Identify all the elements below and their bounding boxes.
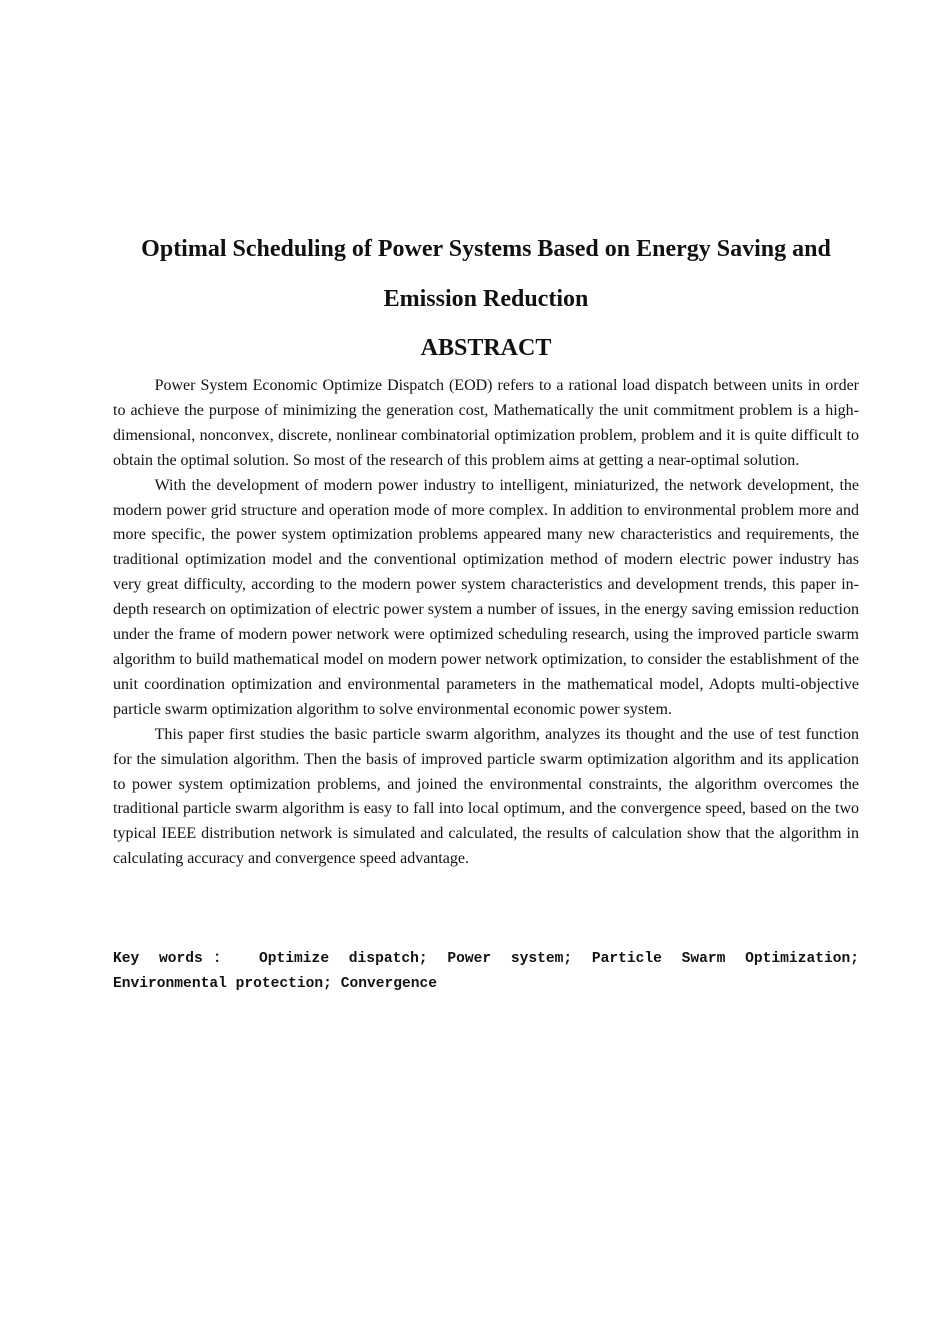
paper-title: Optimal Scheduling of Power Systems Based on Energy Saving and Emission Reduction <box>141 236 831 312</box>
abstract-heading: ABSTRACT <box>420 335 552 361</box>
abstract-paragraph-1: Power System Economic Optimize Dispatch (EOD) refers to a rational load dispatch between units in order to achieve the purpose of minimizing the generation cost, Mathematically the unit commitment problem is a high-dimensional, nonconvex, discrete, nonlinear combinatorial optimization problem, problem and it is quite difficult to obtain the optimal solution. So most of the research of this problem aims at getting a near-optimal solution. <box>113 377 859 469</box>
abstract-paragraph-2: With the development of modern power industry to intelligent, miniaturized, the network development, the modern power grid structure and operation mode of more complex. In addition to environmental problem more and more specific, the power system optimization problems appeared many new characteristics and requirements, the traditional optimization model and the conventional optimization method of modern electric power industry has very great difficulty, according to the modern power system characteristics and development trends, this paper in-depth research on optimization of electric power system a number of issues, in the energy saving emission reduction under the frame of modern power network were optimized scheduling research, using the improved particle swarm algorithm to build mathematical model on modern power network optimization, to consider the establishment of the unit coordination optimization and environmental parameters in the mathematical model, Adopts multi-objective particle swarm optimization algorithm to solve environmental economic power system. <box>113 476 859 718</box>
keywords: Key words： Optimize dispatch; Power system; Particle Swarm Optimization; Environmental protection; Convergence <box>113 951 859 992</box>
abstract-body <box>113 374 859 872</box>
abstract-paragraph-3: This paper first studies the basic particle swarm algorithm, analyzes its thought and the use of test function for the simulation algorithm. Then the basis of improved particle swarm optimization algorithm and its application to power system optimization problems, and joined the environmental constraints, the algorithm overcomes the traditional particle swarm algorithm is easy to fall into local optimum, and the convergence speed, based on the two typical IEEE distribution network is simulated and calculated, the results of calculation show that the algorithm in calculating accuracy and convergence speed advantage. <box>113 725 859 868</box>
